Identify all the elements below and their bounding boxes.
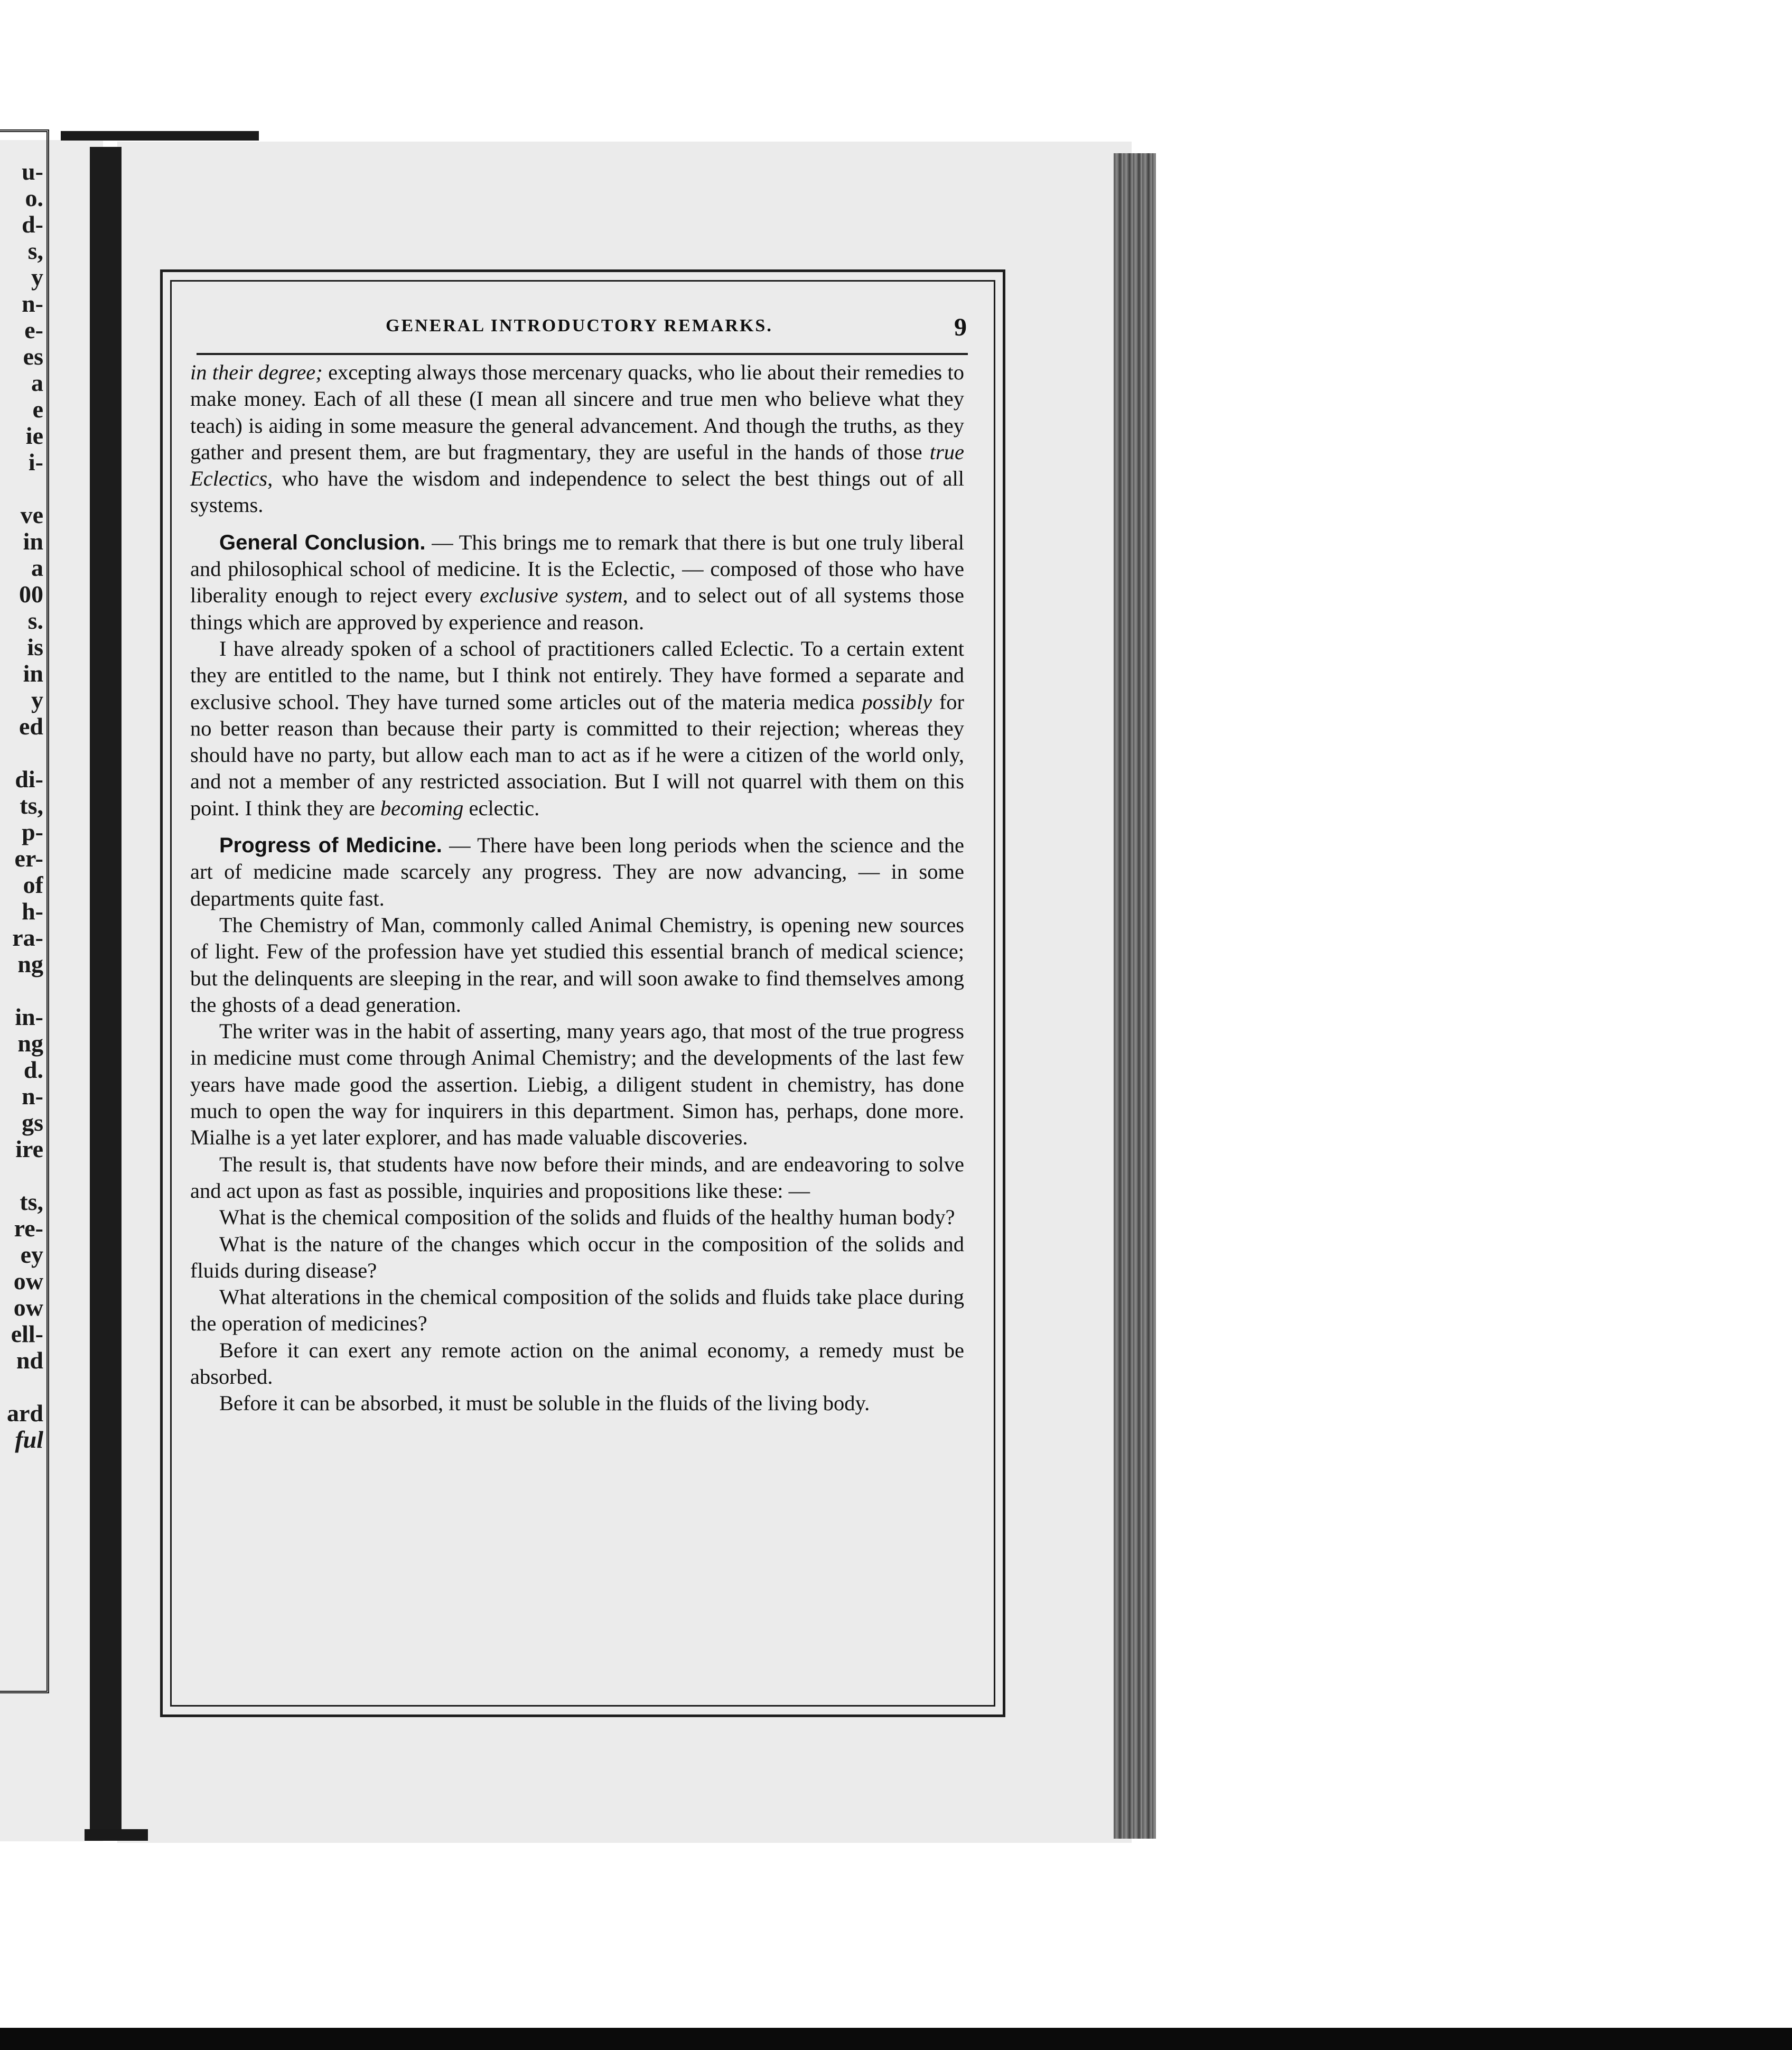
left-fragment: y bbox=[31, 264, 43, 291]
left-fragment bbox=[0, 476, 43, 502]
left-fragment: re- bbox=[14, 1215, 43, 1242]
left-fragment: of bbox=[23, 872, 43, 898]
left-fragment bbox=[0, 1162, 43, 1189]
left-fragment: h- bbox=[22, 898, 43, 925]
text-run: — There have been long periods when the science and the art of medicine made scarcely any progress. They are now advancing, — in some departments quite fast. bbox=[190, 833, 964, 910]
text-run: — This brings me to remark that there is but one truly liberal and philosophical school of medicine. It is the Eclectic, — composed of those who have liberality enough to reject every bbox=[190, 530, 964, 608]
text-run: , and to select out of all systems those things which are approved by experience and reason. bbox=[190, 583, 964, 634]
left-fragment: y bbox=[31, 687, 43, 713]
left-fragment: ow bbox=[13, 1294, 43, 1321]
left-fragment: ow bbox=[13, 1268, 43, 1294]
left-fragment bbox=[0, 740, 43, 766]
left-fragment: d- bbox=[22, 211, 43, 238]
left-fragment: es bbox=[23, 343, 43, 370]
section-heading: General Conclusion. bbox=[219, 530, 426, 554]
left-fragment bbox=[0, 1374, 43, 1400]
left-fragment: ve bbox=[20, 502, 43, 528]
page-number: 9 bbox=[954, 313, 967, 341]
text-run: , who have the wisdom and independence to select the best things out of all systems. bbox=[190, 467, 964, 517]
book-cover-edge-bottom bbox=[85, 1829, 148, 1841]
left-fragment: in bbox=[23, 528, 43, 555]
left-page-text-fragments bbox=[0, 159, 43, 1453]
left-fragment: p- bbox=[22, 819, 43, 845]
paragraph-general-conclusion bbox=[190, 529, 964, 636]
left-fragment: ell- bbox=[11, 1321, 43, 1347]
paragraph-6: The writer was in the habit of asserting, many years ago, that most of the true progress in medicine must come through Animal Chemistry; and the developments of the last few years have made good the assertion. Liebig, a diligent student in chemistry, has done much to open the way for inquirers in this department. Simon has, perhaps, done more. Mialhe is a yet later explorer, and has made valuable discoveries. bbox=[190, 1019, 964, 1150]
left-fragment: ts, bbox=[20, 793, 43, 819]
left-fragment: 00 bbox=[19, 581, 43, 608]
left-fragment: di- bbox=[15, 766, 43, 793]
left-fragment: s, bbox=[27, 238, 43, 264]
paragraph-10: What alterations in the chemical composition of the solids and fluids take place during the operation of medicines? bbox=[190, 1285, 964, 1336]
left-fragment: in- bbox=[15, 1004, 43, 1030]
left-fragment: gs bbox=[22, 1110, 43, 1136]
left-fragment: i- bbox=[28, 449, 43, 476]
running-title: GENERAL INTRODUCTORY REMARKS. bbox=[386, 316, 773, 336]
paragraph-8: What is the chemical composition of the solids and fluids of the healthy human body? bbox=[219, 1205, 955, 1229]
left-fragment: ey bbox=[20, 1242, 43, 1268]
body-text bbox=[190, 359, 964, 1417]
italic-phrase: possibly bbox=[862, 689, 932, 714]
left-fragment: d. bbox=[23, 1057, 43, 1083]
left-fragment: a bbox=[31, 555, 43, 581]
left-fragment: ts, bbox=[20, 1189, 43, 1215]
text-run: eclectic. bbox=[463, 796, 540, 820]
left-fragment: ng bbox=[17, 1030, 43, 1057]
italic-phrase: exclusive system bbox=[480, 583, 623, 608]
left-fragment: ed bbox=[19, 713, 43, 740]
left-fragment bbox=[0, 977, 43, 1004]
left-fragment: ng bbox=[17, 951, 43, 977]
section-heading: Progress of Medicine. bbox=[219, 834, 442, 858]
book-spine bbox=[90, 147, 122, 1838]
italic-phrase: true Eclectics bbox=[190, 440, 964, 491]
text-run: excepting always those mercenary quacks, who lie about their remedies to make money. Each of all these (I mean all sincere and true men who believe what they teach) is aiding in some measure the general advancement. And though the truths, as they gather and present them, are but fragmentary, they are useful in the hands of those bbox=[190, 360, 964, 464]
text-run: for no better reason than because their party is committed to their rejection; whereas they should have no party, but allow each man to act as if he were a citizen of the world only, and not a member of any restricted association. But I will not quarrel with them on this point. I think they are bbox=[190, 689, 964, 820]
paragraph-11: Before it can exert any remote action on the animal economy, a remedy must be absorbed. bbox=[190, 1338, 964, 1389]
left-fragment: ful bbox=[15, 1427, 43, 1453]
text-run: I have already spoken of a school of practitioners called Eclectic. To a certain extent they are entitled to the name, but I think not entirely. They have formed a separate and exclusive school. They have turned some articles out of the materia medica bbox=[190, 636, 964, 714]
left-fragment: ard bbox=[7, 1400, 43, 1427]
paragraph-5: The Chemistry of Man, commonly called Animal Chemistry, is opening new sources of light. Few of the profession have yet studied this essential branch of medical science; but the delinquents are sleeping in the rear, and will soon awake to find themselves among the ghosts of a dead generation. bbox=[190, 912, 964, 1017]
running-head bbox=[190, 313, 972, 348]
italic-phrase: in their degree; bbox=[190, 360, 323, 384]
left-fragment: n- bbox=[22, 291, 43, 317]
header-rule bbox=[197, 353, 968, 355]
left-fragment: e- bbox=[24, 317, 43, 343]
left-fragment: is bbox=[27, 634, 43, 660]
left-fragment: u- bbox=[22, 159, 43, 185]
left-fragment: o. bbox=[25, 185, 43, 211]
paragraph-1 bbox=[190, 359, 964, 519]
left-fragment: a bbox=[31, 370, 43, 396]
paragraph-12: Before it can be absorbed, it must be soluble in the fluids of the living body. bbox=[219, 1391, 870, 1415]
paragraph-3 bbox=[190, 636, 964, 822]
left-fragment: ra- bbox=[12, 925, 43, 951]
left-fragment: in bbox=[23, 660, 43, 687]
left-fragment: ire bbox=[15, 1136, 43, 1162]
left-fragment: ie bbox=[25, 423, 43, 449]
left-fragment: s. bbox=[27, 608, 43, 634]
paragraph-9: What is the nature of the changes which occur in the composition of the solids and fluids during disease? bbox=[190, 1232, 964, 1282]
italic-phrase: becoming bbox=[380, 796, 464, 820]
left-fragment: e bbox=[32, 396, 43, 423]
scan-bottom-band bbox=[0, 2028, 1792, 2050]
left-fragment: er- bbox=[14, 845, 43, 872]
paragraph-progress-of-medicine bbox=[190, 832, 964, 912]
paragraph-7: The result is, that students have now before their minds, and are endeavoring to solve and act upon as fast as possible, inquiries and propositions like these: — bbox=[190, 1152, 964, 1203]
book-cover-edge bbox=[61, 131, 259, 141]
page-edges bbox=[1114, 153, 1156, 1839]
left-fragment: n- bbox=[22, 1083, 43, 1110]
left-fragment: nd bbox=[16, 1347, 43, 1374]
